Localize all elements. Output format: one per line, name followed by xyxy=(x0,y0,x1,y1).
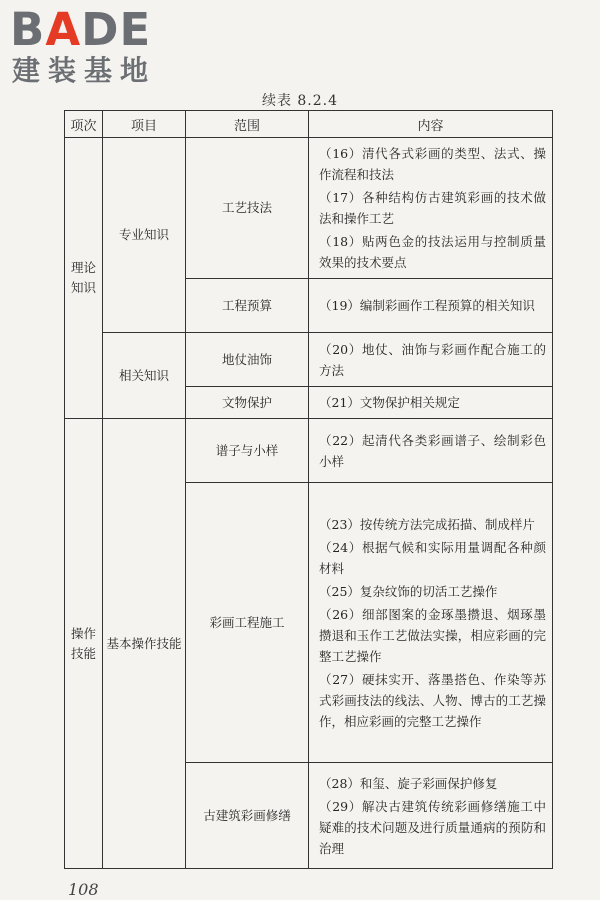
header-content: 内容 xyxy=(309,111,553,138)
scope-budget: 工程预算 xyxy=(186,279,309,333)
logo-subtitle: 建装基地 xyxy=(12,54,157,87)
list-item: （22）起清代各类彩画谱子、绘制彩色小样 xyxy=(319,432,546,469)
scope-patterns: 谱子与小样 xyxy=(186,419,309,483)
category-theory: 理论知识 xyxy=(65,138,103,419)
table-row xyxy=(65,333,553,387)
list-item: （24）根据气候和实际用量调配各种颜材料 xyxy=(319,539,546,576)
content-patterns xyxy=(309,419,553,483)
list-item: （18）贴两色金的技法运用与控制质量效果的技术要点 xyxy=(319,234,546,270)
content-construction xyxy=(309,483,553,763)
scope-craft: 工艺技法 xyxy=(186,138,309,279)
content-craft xyxy=(309,138,553,279)
page-number: 108 xyxy=(68,880,99,899)
content-groundwork xyxy=(309,333,553,387)
list-item: （21）文物保护相关规定 xyxy=(319,395,460,410)
scope-relics: 文物保护 xyxy=(186,387,309,419)
scope-construction: 彩画工程施工 xyxy=(186,483,309,763)
list-item: （16）清代各式彩画的类型、法式、操作流程和技法 xyxy=(319,146,546,182)
list-item: （19）编制彩画作工程预算的相关知识 xyxy=(319,298,535,313)
list-item: （17）各种结构仿古建筑彩画的技术做法和操作工艺 xyxy=(319,190,546,226)
list-item: （28）和玺、旋子彩画保护修复 xyxy=(319,775,498,791)
list-item: （27）硬抹实开、落墨搭色、作染等苏式彩画技法的线法、人物、博古的工艺操作，相应彩画的完整工艺操作 xyxy=(319,671,546,729)
list-item: （29）解决古建筑传统彩画修缮施工中疑难的技术问题及进行质量通病的预防和治理 xyxy=(319,798,546,856)
header-scope: 范围 xyxy=(186,111,309,138)
table-row xyxy=(65,138,553,279)
list-item: （23）按传统方法完成拓描、制成样片 xyxy=(319,516,535,532)
scope-restoration: 古建筑彩画修缮 xyxy=(186,763,309,869)
header-category: 项次 xyxy=(65,111,103,138)
header-item: 项目 xyxy=(103,111,186,138)
category-operation: 操作技能 xyxy=(65,419,103,869)
content-restoration xyxy=(309,763,553,869)
logo-wordmark: BADE xyxy=(10,3,152,56)
scope-groundwork: 地仗油饰 xyxy=(186,333,309,387)
table-caption: 续表 8.2.4 xyxy=(261,93,339,109)
item-related: 相关知识 xyxy=(103,333,186,419)
list-item: （25）复杂纹饰的切活工艺操作 xyxy=(319,583,498,599)
table-header-row xyxy=(65,111,553,138)
list-item: （26）细部图案的金琢墨攒退、烟琢墨攒退和玉作工艺做法实操，相应彩画的完整工艺操作 xyxy=(319,606,546,664)
skills-table xyxy=(64,110,553,869)
table-row xyxy=(65,419,553,483)
item-professional: 专业知识 xyxy=(103,138,186,333)
content-budget xyxy=(309,279,553,333)
content-relics xyxy=(309,387,553,419)
bade-logo xyxy=(10,3,185,87)
item-basic: 基本操作技能 xyxy=(103,419,186,869)
list-item: （20）地仗、油饰与彩画作配合施工的方法 xyxy=(319,341,546,378)
